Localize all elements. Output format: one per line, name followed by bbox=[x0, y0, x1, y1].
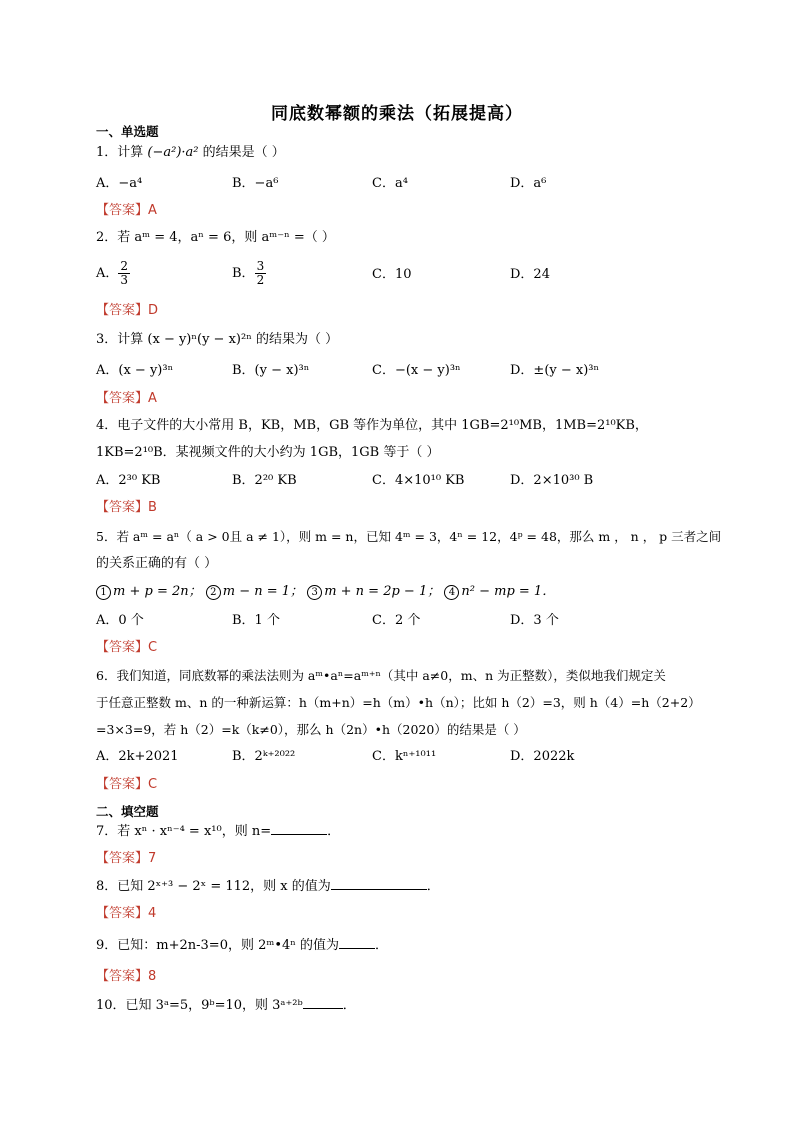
question-1-suffix: 的结果是（ ） bbox=[202, 145, 285, 160]
q9-answer: 【答案】8 bbox=[96, 969, 157, 984]
q8-answer: 【答案】4 bbox=[96, 906, 157, 921]
q4-option-b[interactable]: B．2²⁰ KB bbox=[232, 473, 297, 488]
q5-option-b[interactable]: B．1 个 bbox=[232, 613, 280, 628]
question-6-line-2: 于任意正整数 m、n 的一种新运算：h（m+n）=h（m）•h（n）；比如 h（2）=3，则 h（4）=h（2+2） bbox=[96, 695, 701, 710]
q3-option-c[interactable]: C．−(x − y)³ⁿ bbox=[372, 363, 461, 378]
q5-answer: 【答案】C bbox=[96, 640, 158, 655]
q7-answer-blank[interactable] bbox=[271, 822, 327, 835]
page-title: 同底数幂额的乘法（拓展提高） bbox=[271, 104, 523, 124]
q9-answer-blank[interactable] bbox=[339, 936, 375, 949]
question-3: 3．计算 (x − y)ⁿ(y − x)²ⁿ 的结果为（ ） bbox=[96, 332, 339, 347]
question-5-line-1: 5．若 aᵐ = aⁿ（ a > 0且 a ≠ 1），则 m = n，已知 4ᵐ = 3，4ⁿ = 12，4ᵖ = 48，那么 m ， n ， p 三者之间 bbox=[96, 529, 722, 544]
q9-answer-value: 8 bbox=[148, 969, 157, 984]
question-10: 10．已知 3ᵃ=5，9ᵇ=10，则 3ᵃ⁺²ᵇ ． bbox=[96, 998, 356, 1013]
circled-number-4: 4 bbox=[444, 585, 459, 600]
q10-answer-blank[interactable] bbox=[303, 996, 343, 1009]
q7-answer: 【答案】7 bbox=[96, 851, 157, 866]
question-6-line-3: =3×3=9，若 h（2）=k（k≠0），那么 h（2n）•h（2020）的结果是（ ） bbox=[96, 722, 526, 737]
q5-option-c[interactable]: C．2 个 bbox=[372, 613, 421, 628]
question-1-prefix: 1．计算 bbox=[96, 145, 144, 160]
q6-option-d[interactable]: D．2022k bbox=[510, 749, 575, 764]
q4-option-c[interactable]: C．4×10¹⁰ KB bbox=[372, 473, 465, 488]
q1-option-d[interactable]: D．a⁶ bbox=[510, 176, 547, 191]
q6-option-a[interactable]: A．2k+2021 bbox=[96, 749, 179, 764]
question-5-line-2: 的关系正确的有（ ） bbox=[96, 556, 218, 571]
question-7: 7．若 xⁿ · xⁿ⁻⁴ = x¹⁰，则 n= ． bbox=[96, 824, 341, 839]
q6-answer: 【答案】C bbox=[96, 777, 158, 792]
q6-option-b[interactable]: B．2ᵏ⁺²⁰²² bbox=[232, 749, 296, 764]
q5-option-d[interactable]: D．3 个 bbox=[510, 613, 559, 628]
q2-option-a-fraction: $\frac{2}{3}$ bbox=[120, 259, 129, 287]
q1-option-c[interactable]: C．a⁴ bbox=[372, 176, 408, 191]
circled-number-1: 1 bbox=[96, 585, 111, 600]
q2-option-b-fraction: $\frac{3}{2}$ bbox=[256, 259, 265, 287]
q5-answer-value: C bbox=[148, 640, 158, 655]
q4-answer: 【答案】B bbox=[96, 500, 157, 515]
section-heading-fill-blank: 二、填空题 bbox=[96, 804, 159, 819]
q3-answer-value: A bbox=[148, 391, 157, 406]
q2-answer: 【答案】D bbox=[96, 303, 159, 318]
question-6-line-1: 6．我们知道，同底数幂的乘法法则为 aᵐ•aⁿ=aᵐ⁺ⁿ（其中 a≠0，m、n 为正整数），类似地我们规定关 bbox=[96, 668, 666, 683]
q3-option-b[interactable]: B．(y − x)³ⁿ bbox=[232, 363, 310, 378]
q6-answer-value: C bbox=[148, 777, 158, 792]
q2-option-d[interactable]: D．24 bbox=[510, 267, 550, 282]
q4-option-a[interactable]: A．2³⁰ KB bbox=[96, 473, 161, 488]
q8-answer-value: 4 bbox=[148, 906, 157, 921]
q4-answer-value: B bbox=[148, 500, 157, 515]
question-1-expression: (−a²)·a² bbox=[147, 145, 199, 160]
question-2: 2．若 aᵐ = 4，aⁿ = 6，则 aᵐ⁻ⁿ =（ ） bbox=[96, 230, 335, 245]
question-5-statements: 1 m + p = 2n； 2 m − n = 1； 3 m + n = 2p − 1； 4 n² − mp = 1． bbox=[96, 582, 555, 602]
q2-option-c[interactable]: C．10 bbox=[372, 267, 412, 282]
circled-number-2: 2 bbox=[206, 585, 221, 600]
q6-option-c[interactable]: C．kⁿ⁺¹⁰¹¹ bbox=[372, 749, 437, 764]
question-8: 8．已知 2ˣ⁺³ − 2ˣ = 112，则 x 的值为 ． bbox=[96, 879, 440, 894]
question-9: 9．已知：m+2n-3=0，则 2ᵐ•4ⁿ 的值为 ． bbox=[96, 938, 389, 953]
question-4-line-1: 4．电子文件的大小常用 B，KB，MB，GB 等作为单位，其中 1GB=2¹⁰MB，1MB=2¹⁰KB， bbox=[96, 418, 648, 433]
q1-answer: 【答案】A bbox=[96, 203, 157, 218]
circled-number-3: 3 bbox=[307, 585, 322, 600]
q2-option-a[interactable]: A． $\frac{2}{3}$ bbox=[96, 259, 129, 287]
q1-option-b[interactable]: B．−a⁶ bbox=[232, 176, 279, 191]
q3-option-a[interactable]: A．(x − y)³ⁿ bbox=[96, 363, 174, 378]
q2-answer-value: D bbox=[148, 303, 159, 318]
q1-answer-value: A bbox=[148, 203, 157, 218]
q3-option-d[interactable]: D．±(y − x)³ⁿ bbox=[510, 363, 600, 378]
q2-option-b[interactable]: B． $\frac{3}{2}$ bbox=[232, 259, 265, 287]
q1-option-a[interactable]: A．−a⁴ bbox=[96, 176, 143, 191]
q8-answer-blank[interactable] bbox=[331, 877, 427, 890]
question-1 bbox=[96, 143, 285, 163]
q4-option-d[interactable]: D．2×10³⁰ B bbox=[510, 473, 594, 488]
question-4-line-2: 1KB=2¹⁰B．某视频文件的大小约为 1GB，1GB 等于（ ） bbox=[96, 445, 440, 460]
q3-answer: 【答案】A bbox=[96, 391, 157, 406]
q5-option-a[interactable]: A．0 个 bbox=[96, 613, 144, 628]
q7-answer-value: 7 bbox=[148, 851, 157, 866]
section-heading-single-choice: 一、单选题 bbox=[96, 124, 159, 139]
